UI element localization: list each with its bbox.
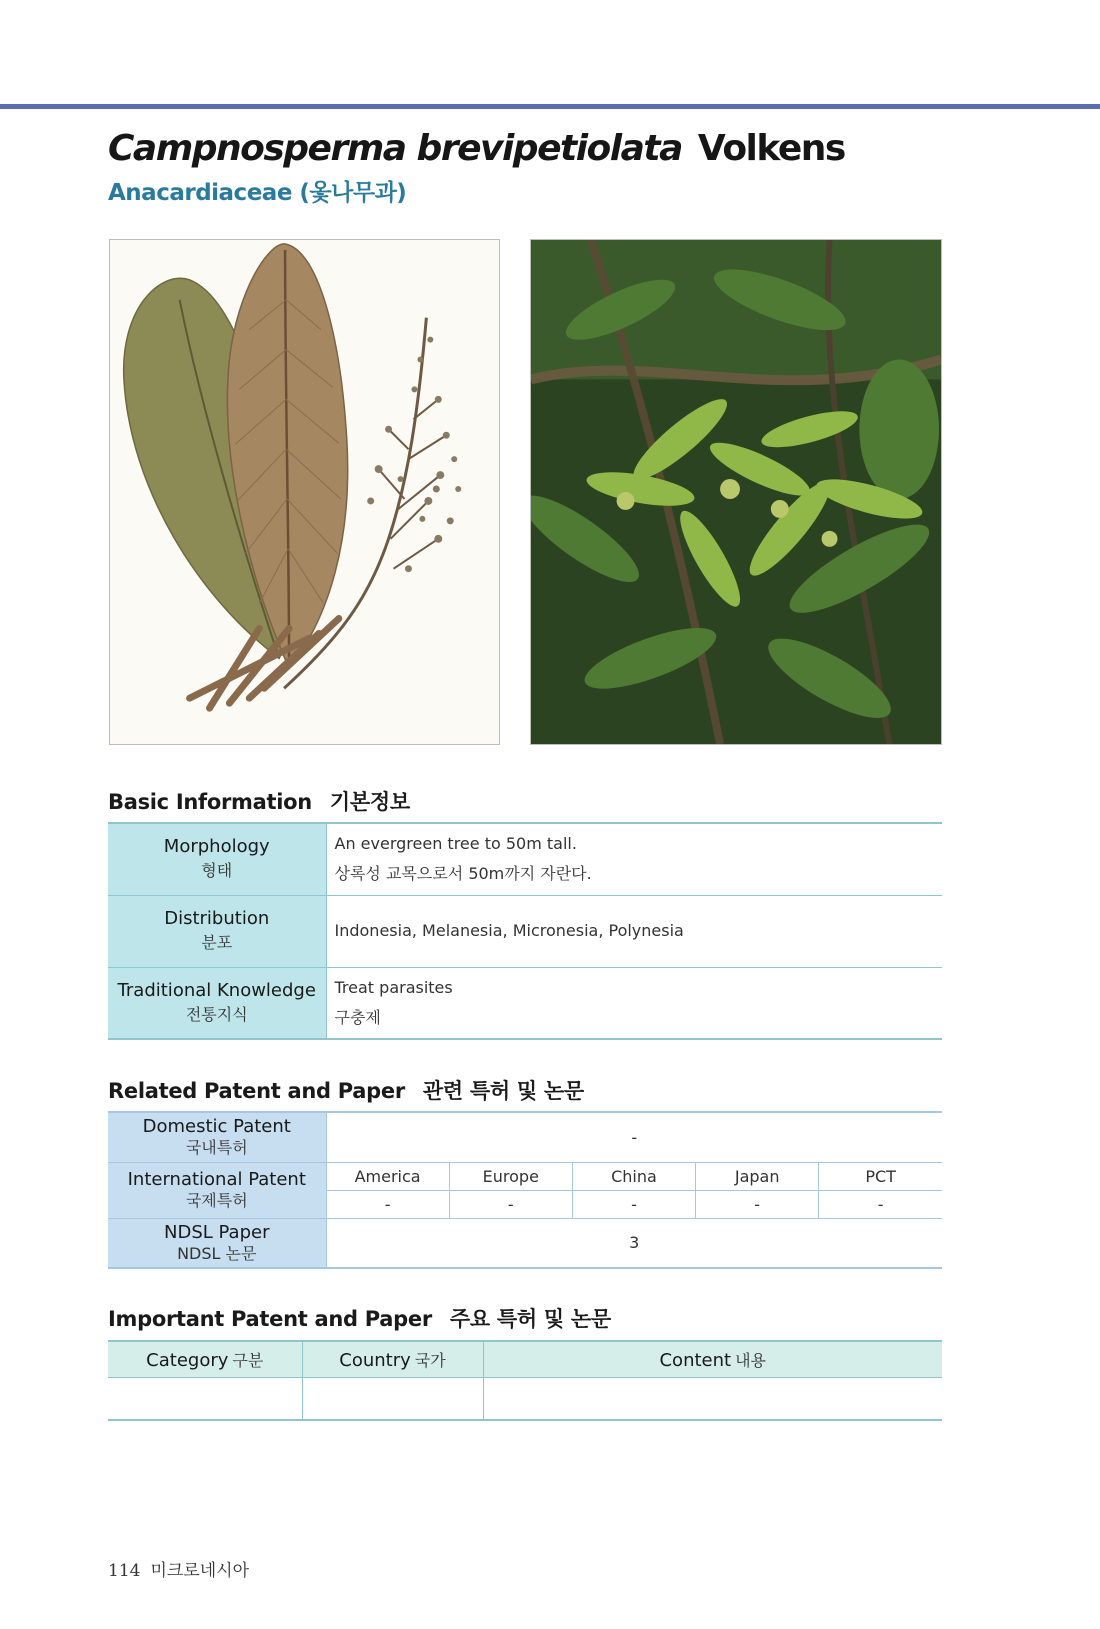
table-row: [108, 823, 942, 895]
label-ko: 국제특허: [185, 1191, 248, 1210]
family-name: Anacardiaceae (옻나무과): [108, 180, 407, 206]
country-cell: [302, 1377, 483, 1420]
value-en: Treat parasites: [334, 977, 453, 997]
content-column-header: [483, 1341, 942, 1377]
country-header: Japan: [696, 1162, 819, 1190]
label-ko: 형태: [201, 861, 233, 881]
table-row: [108, 1377, 942, 1420]
label-ko: 국내특허: [185, 1138, 248, 1158]
country-value: -: [819, 1190, 942, 1218]
category-column-header: [108, 1341, 302, 1377]
category-cell: [108, 1377, 302, 1420]
related-heading-en: Related Patent and Paper: [108, 1079, 405, 1103]
label-en: Domestic Patent: [142, 1116, 291, 1138]
basic-info-heading-ko: 기본정보: [329, 790, 410, 814]
label-en: Morphology: [163, 836, 270, 858]
label-en: Distribution: [164, 908, 270, 929]
domestic-patent-label: [108, 1112, 326, 1162]
table-row: [108, 1218, 942, 1268]
basic-info-heading-en: Basic Information: [108, 790, 312, 814]
table-row: [108, 895, 942, 967]
herbarium-specimen-image: [110, 240, 499, 744]
country-column-header: [302, 1341, 483, 1377]
important-heading-en: Important Patent and Paper: [108, 1307, 432, 1331]
related-patent-table: [108, 1111, 942, 1269]
basic-info-heading: [108, 786, 410, 816]
value-ko: 상록성 교목으로서 50m까지 자란다.: [334, 864, 592, 884]
species-author: Volkens: [697, 128, 845, 169]
label-en: NDSL Paper: [164, 1221, 270, 1243]
related-heading-ko: 관련 특허 및 논문: [422, 1079, 584, 1103]
label-en: Traditional Knowledge: [117, 979, 316, 1001]
column-en: Country: [339, 1349, 411, 1371]
ndsl-paper-value: 3: [629, 1233, 640, 1253]
distribution-value: [326, 895, 942, 967]
distribution-label: [108, 895, 326, 967]
page-footer: [108, 1556, 249, 1581]
table-header-row: [108, 1341, 942, 1377]
value-ko: 구충제: [334, 1007, 381, 1027]
header-rule: [0, 104, 1100, 109]
table-row: [108, 1162, 942, 1190]
value-en: Indonesia, Melanesia, Micronesia, Polynesia: [334, 921, 684, 940]
book-title: 미크로네시아: [150, 1561, 249, 1581]
table-row: [108, 1112, 942, 1162]
morphology-value: [326, 823, 942, 895]
label-en: International Patent: [127, 1169, 306, 1190]
important-heading-ko: 주요 특허 및 논문: [449, 1307, 611, 1331]
page-number: 114: [108, 1561, 141, 1581]
tree-photo: [530, 239, 942, 745]
column-ko: 구분: [232, 1350, 264, 1370]
country-value: -: [449, 1190, 572, 1218]
column-en: Category: [146, 1349, 229, 1371]
country-value: -: [696, 1190, 819, 1218]
tree-foliage-image: [531, 240, 941, 744]
basic-info-table: [108, 822, 942, 1040]
column-en: Content: [659, 1349, 732, 1371]
morphology-label: [108, 823, 326, 895]
international-patent-label: [108, 1162, 326, 1218]
domestic-patent-value: -: [326, 1112, 942, 1162]
country-header: America: [326, 1162, 449, 1190]
ndsl-paper-label: [108, 1218, 326, 1268]
species-title: [108, 128, 845, 169]
country-value: -: [572, 1190, 695, 1218]
related-heading: [108, 1075, 584, 1105]
important-patent-table: [108, 1340, 942, 1421]
value-en: An evergreen tree to 50m tall.: [334, 834, 577, 854]
label-ko: 전통지식: [185, 1004, 248, 1024]
column-ko: 국가: [414, 1350, 446, 1370]
species-name: Campnosperma brevipetiolata: [108, 128, 682, 169]
traditional-knowledge-label: [108, 967, 326, 1039]
content-cell: [483, 1377, 942, 1420]
traditional-knowledge-value: [326, 967, 942, 1039]
specimen-photo: [109, 239, 500, 745]
country-header: China: [572, 1162, 695, 1190]
label-ko: NDSL 논문: [177, 1243, 257, 1263]
country-value: -: [326, 1190, 449, 1218]
country-header: Europe: [449, 1162, 572, 1190]
country-header: PCT: [819, 1162, 942, 1190]
label-ko: 분포: [201, 933, 233, 952]
table-row: [108, 967, 942, 1039]
important-heading: [108, 1303, 611, 1333]
column-ko: 내용: [735, 1350, 766, 1370]
